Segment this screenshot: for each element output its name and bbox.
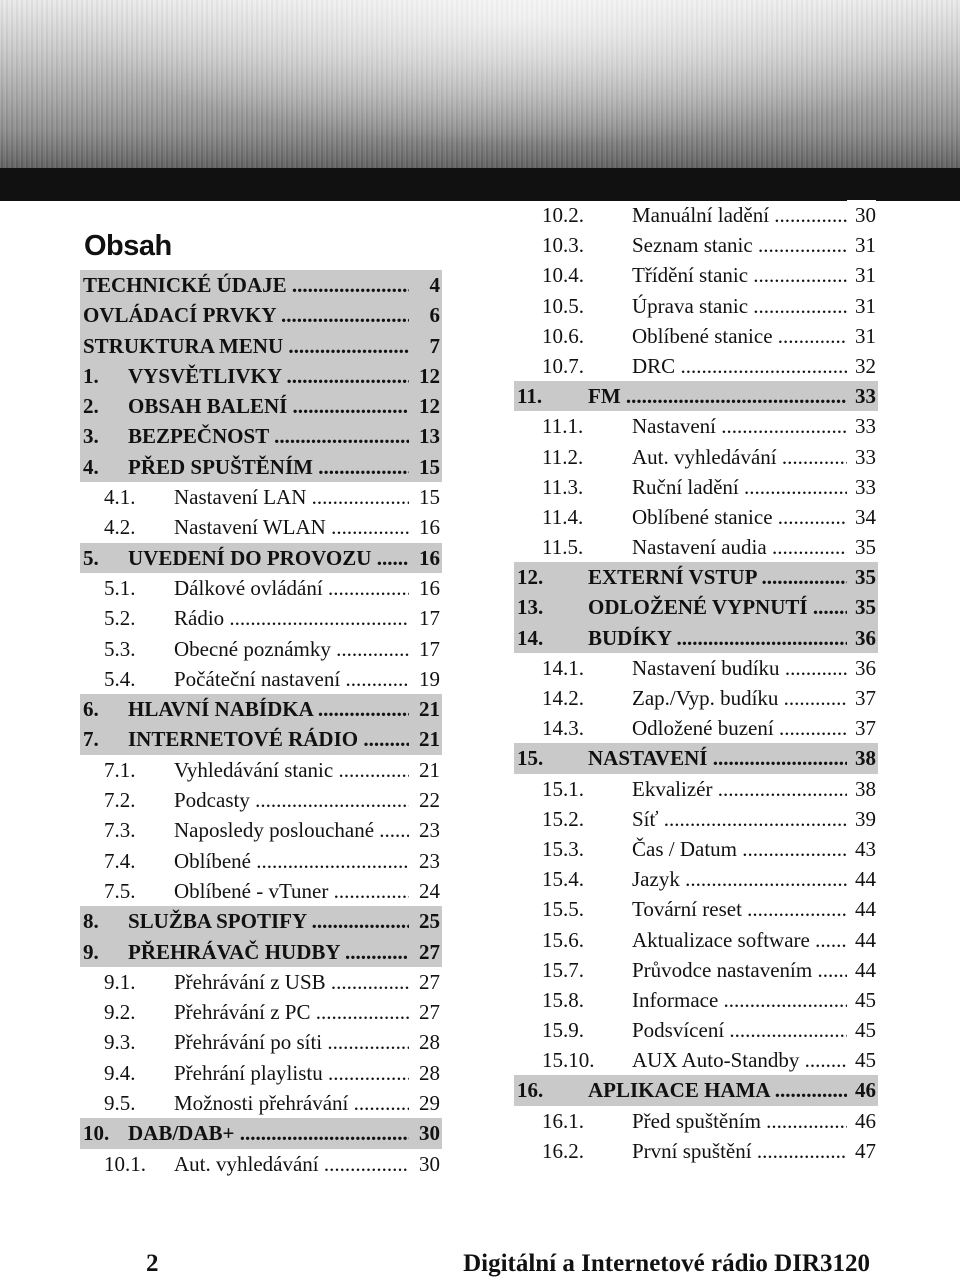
toc-entry-page: 34: [847, 502, 876, 532]
toc-entry: [80, 331, 442, 361]
toc-entry-page: 33: [847, 442, 876, 472]
toc-entry: [80, 543, 442, 573]
toc-entry-page: 44: [847, 955, 876, 985]
toc-entry-number: 10.: [83, 1121, 110, 1146]
toc-entry-number: 7.4.: [104, 848, 136, 873]
toc-entry-number: 16.2.: [542, 1138, 584, 1163]
toc-entry-label: Tovární reset .....: [632, 894, 848, 924]
toc-entry: [514, 260, 878, 290]
toc-entry-page: 28: [409, 1058, 440, 1088]
toc-entry-page: 27: [409, 967, 440, 997]
toc-entry-label: UVEDENÍ DO PROVOZU .....: [128, 543, 410, 573]
toc-entry-page: 31: [847, 291, 876, 321]
toc-entry-number: 14.: [517, 625, 544, 650]
header-banner: [0, 0, 960, 168]
toc-entry-page: 37: [847, 683, 876, 713]
toc-entry: [514, 411, 878, 441]
toc-entry-page: 31: [847, 260, 876, 290]
toc-entry-number: 16.: [517, 1078, 544, 1103]
toc-entry: [80, 724, 442, 754]
toc-entry-page: 44: [847, 925, 876, 955]
toc-entry: [514, 864, 878, 894]
toc-entry-label: Ruční ladění .....: [632, 472, 848, 502]
toc-entry-page: 30: [409, 1118, 440, 1148]
toc-entry-number: 10.4.: [542, 263, 584, 288]
toc-entry-page: 31: [847, 321, 876, 351]
toc-entry-number: 6.: [83, 697, 99, 722]
toc-entry-page: 17: [409, 603, 440, 633]
toc-entry: [514, 321, 878, 351]
toc-entry-label: Čas / Datum .....: [632, 834, 848, 864]
toc-entry-label: První spuštění .....: [632, 1136, 848, 1166]
toc-entry-page: 25: [409, 906, 440, 936]
toc-entry-label: Přehrání playlistu .....: [174, 1058, 410, 1088]
toc-entry: [514, 653, 878, 683]
toc-entry-number: 7.5.: [104, 878, 136, 903]
toc-entry-label: EXTERNÍ VSTUP .....: [588, 562, 848, 592]
toc-entry-page: 12: [409, 391, 440, 421]
toc-entry-number: 11.4.: [542, 504, 584, 529]
toc-entry: [514, 774, 878, 804]
toc-entry-number: 15.4.: [542, 867, 584, 892]
toc-entry-number: 15.6.: [542, 927, 584, 952]
toc-entry: [514, 532, 878, 562]
toc-entry: [80, 755, 442, 785]
toc-entry-page: 23: [409, 815, 440, 845]
toc-entry: [80, 1027, 442, 1057]
toc-entry-label: Informace .....: [632, 985, 848, 1015]
toc-entry-label: Aut. vyhledávání .....: [174, 1149, 410, 1179]
toc-entry-number: 9.1.: [104, 969, 136, 994]
toc-entry-label: VYSVĚTLIVKY .....: [128, 361, 410, 391]
toc-entry: [514, 1075, 878, 1105]
toc-entry-page: 23: [409, 846, 440, 876]
toc-entry-page: 7: [409, 331, 440, 361]
toc-entry: [80, 1088, 442, 1118]
toc-entry-page: 39: [847, 804, 876, 834]
toc-entry: [80, 1149, 442, 1179]
toc-entry-number: 7.2.: [104, 788, 136, 813]
toc-entry: [80, 603, 442, 633]
toc-entry-page: 33: [847, 411, 876, 441]
toc-entry-label: Třídění stanic .....: [632, 260, 848, 290]
toc-entry-page: 28: [409, 1027, 440, 1057]
toc-entry-page: 24: [409, 876, 440, 906]
toc-entry: [514, 200, 878, 230]
toc-entry: [80, 694, 442, 724]
toc-entry-page: 6: [409, 300, 440, 330]
toc-left-column: [80, 270, 442, 1179]
toc-entry-number: 9.3.: [104, 1030, 136, 1055]
toc-entry-label: BEZPEČNOST .....: [128, 421, 410, 451]
toc-entry: [514, 592, 878, 622]
toc-entry-label: STRUKTURA MENU .....: [83, 331, 410, 361]
toc-entry-number: 14.3.: [542, 716, 584, 741]
toc-entry: [514, 683, 878, 713]
toc-entry-label: Seznam stanic .....: [632, 230, 848, 260]
toc-entry: [514, 1045, 878, 1075]
toc-entry-number: 11.1.: [542, 414, 584, 439]
toc-entry-label: Nastavení audia .....: [632, 532, 848, 562]
toc-entry-page: 21: [409, 755, 440, 785]
toc-entry: [80, 1118, 442, 1148]
toc-entry-label: Podsvícení .....: [632, 1015, 848, 1045]
toc-entry-number: 14.2.: [542, 686, 584, 710]
toc-entry-number: 13.: [517, 595, 544, 620]
toc-entry-label: Ekvalizér .....: [632, 774, 848, 804]
toc-entry-page: 27: [409, 997, 440, 1027]
toc-entry-page: 21: [409, 694, 440, 724]
toc-entry-label: FM .....: [588, 381, 848, 411]
toc-entry-number: 15.10.: [542, 1048, 595, 1073]
toc-entry: [514, 623, 878, 653]
toc-entry-page: 16: [409, 512, 440, 542]
toc-entry: [514, 1136, 878, 1166]
toc-entry-label: OBSAH BALENÍ .....: [128, 391, 410, 421]
toc-entry-label: Oblíbené stanice .....: [632, 321, 848, 351]
toc-entry-label: DAB/DAB+ .....: [128, 1118, 410, 1148]
toc-entry-label: Zap./Vyp. budíku .....: [632, 683, 848, 713]
toc-entry-page: 45: [847, 985, 876, 1015]
toc-entry-page: 30: [409, 1149, 440, 1179]
toc-entry-label: Přehrávání po síti .....: [174, 1027, 410, 1057]
toc-entry: [514, 502, 878, 532]
toc-entry-number: 10.7.: [542, 353, 584, 378]
toc-entry-label: Nastavení WLAN .....: [174, 512, 410, 542]
toc-entry-number: 9.2.: [104, 1000, 136, 1025]
toc-entry-page: 27: [409, 937, 440, 967]
toc-entry-label: NASTAVENÍ .....: [588, 743, 848, 773]
toc-entry-number: 11.2.: [542, 444, 584, 469]
toc-entry: [80, 1058, 442, 1088]
toc-entry-label: BUDÍKY .....: [588, 623, 848, 653]
toc-entry-page: 37: [847, 713, 876, 743]
toc-entry: [80, 452, 442, 482]
toc-entry-label: Odložené buzení .....: [632, 713, 848, 743]
toc-entry-page: 30: [847, 200, 876, 230]
toc-entry-page: 29: [409, 1088, 440, 1118]
toc-entry-page: 45: [847, 1015, 876, 1045]
toc-right-column: [514, 200, 878, 1166]
toc-entry-number: 5.4.: [104, 666, 136, 691]
toc-entry-number: 8.: [83, 909, 99, 934]
page-title: Obsah: [84, 230, 172, 262]
toc-entry: [514, 713, 878, 743]
toc-entry-label: Přehrávání z USB .....: [174, 967, 410, 997]
toc-entry-label: Aktualizace software .....: [632, 925, 848, 955]
toc-entry: [514, 562, 878, 592]
toc-entry-page: 19: [409, 664, 440, 694]
toc-entry-page: 46: [847, 1106, 876, 1136]
toc-entry-number: 7.1.: [104, 757, 136, 782]
toc-entry-number: 11.: [517, 384, 543, 409]
toc-entry-page: 36: [847, 623, 876, 653]
toc-entry-label: Oblíbené stanice .....: [632, 502, 848, 532]
toc-entry-label: Před spuštěním .....: [632, 1106, 848, 1136]
toc-entry: [514, 291, 878, 321]
header-black-bar: [0, 168, 960, 201]
toc-entry-number: 10.6.: [542, 323, 584, 348]
toc-entry-number: 15.5.: [542, 897, 584, 922]
toc-entry-label: Síť .....: [632, 804, 848, 834]
toc-entry-page: 35: [847, 562, 876, 592]
toc-entry-page: 38: [847, 743, 876, 773]
toc-entry-number: 1.: [83, 363, 99, 388]
toc-entry-number: 11.3.: [542, 474, 584, 499]
toc-entry-number: 7.3.: [104, 818, 136, 843]
toc-entry: [80, 361, 442, 391]
toc-entry: [80, 391, 442, 421]
toc-entry-page: 4: [409, 270, 440, 300]
toc-entry-label: Nastavení LAN .....: [174, 482, 410, 512]
toc-entry-label: Dálkové ovládání .....: [174, 573, 410, 603]
toc-entry-label: Rádio .....: [174, 603, 410, 633]
toc-entry-page: 12: [409, 361, 440, 391]
toc-entry-page: 44: [847, 864, 876, 894]
toc-entry: [514, 804, 878, 834]
toc-entry-number: 2.: [83, 394, 99, 419]
toc-entry-number: 15.7.: [542, 957, 584, 982]
toc-entry-label: Nastavení .....: [632, 411, 848, 441]
toc-entry: [80, 876, 442, 906]
toc-entry: [514, 381, 878, 411]
toc-entry-page: 36: [847, 653, 876, 683]
toc-entry-label: Naposledy poslouchané .....: [174, 815, 410, 845]
toc-entry-label: Přehrávání z PC .....: [174, 997, 410, 1027]
toc-entry-number: 15.2.: [542, 806, 584, 831]
toc-entry-page: 38: [847, 774, 876, 804]
toc-entry-label: Oblíbené .....: [174, 846, 410, 876]
toc-entry: [80, 906, 442, 936]
toc-entry-number: 10.2.: [542, 203, 584, 227]
toc-entry-label: AUX Auto-Standby .....: [632, 1045, 848, 1075]
toc-entry: [80, 512, 442, 542]
toc-entry-page: 43: [847, 834, 876, 864]
toc-entry: [80, 967, 442, 997]
footer-page-number: 2: [146, 1250, 159, 1277]
toc-entry-label: Průvodce nastavením .....: [632, 955, 848, 985]
toc-entry-page: 35: [847, 592, 876, 622]
toc-entry: [80, 270, 442, 300]
toc-entry: [514, 894, 878, 924]
toc-entry-label: TECHNICKÉ ÚDAJE .....: [83, 270, 410, 300]
toc-entry-page: 35: [847, 532, 876, 562]
toc-entry-label: Jazyk .....: [632, 864, 848, 894]
toc-entry-label: Aut. vyhledávání .....: [632, 442, 848, 472]
toc-entry-number: 12.: [517, 565, 544, 590]
toc-entry: [80, 846, 442, 876]
toc-entry-number: 15.1.: [542, 776, 584, 801]
toc-entry: [80, 300, 442, 330]
toc-entry: [514, 230, 878, 260]
toc-entry-number: 15.3.: [542, 836, 584, 861]
toc-entry-number: 5.2.: [104, 606, 136, 631]
toc-entry-page: 46: [847, 1075, 876, 1105]
toc-entry-page: 31: [847, 230, 876, 260]
toc-entry-number: 5.: [83, 545, 99, 570]
toc-entry-label: SLUŽBA SPOTIFY .....: [128, 906, 410, 936]
toc-entry-page: 15: [409, 452, 440, 482]
toc-entry-page: 22: [409, 785, 440, 815]
toc-entry-page: 32: [847, 351, 876, 381]
toc-entry-label: Oblíbené - vTuner .....: [174, 876, 410, 906]
toc-entry-number: 14.1.: [542, 655, 584, 680]
toc-entry-number: 16.1.: [542, 1108, 584, 1133]
toc-entry: [80, 815, 442, 845]
toc-entry-page: 33: [847, 472, 876, 502]
toc-entry-number: 15.8.: [542, 987, 584, 1012]
toc-entry: [80, 634, 442, 664]
toc-entry-label: PŘED SPUŠTĚNÍM .....: [128, 452, 410, 482]
toc-entry-label: DRC .....: [632, 351, 848, 381]
toc-entry-number: 7.: [83, 727, 99, 752]
toc-entry-label: APLIKACE HAMA .....: [588, 1075, 848, 1105]
toc-entry: [514, 955, 878, 985]
toc-entry-label: Manuální ladění .....: [632, 200, 848, 230]
toc-entry-label: INTERNETOVÉ RÁDIO .....: [128, 724, 410, 754]
toc-entry-number: 10.1.: [104, 1151, 146, 1176]
toc-entry-page: 17: [409, 634, 440, 664]
toc-entry: [514, 442, 878, 472]
toc-entry-number: 4.2.: [104, 515, 136, 540]
toc-entry-label: Úprava stanic .....: [632, 291, 848, 321]
toc-entry-number: 10.3.: [542, 233, 584, 258]
toc-entry: [80, 421, 442, 451]
toc-entry: [514, 472, 878, 502]
toc-entry: [514, 1015, 878, 1045]
toc-entry-label: OVLÁDACÍ PRVKY .....: [83, 300, 410, 330]
toc-entry: [80, 482, 442, 512]
toc-entry-number: 5.1.: [104, 575, 136, 600]
toc-entry: [80, 664, 442, 694]
toc-entry-label: Obecné poznámky .....: [174, 634, 410, 664]
toc-entry-page: 16: [409, 573, 440, 603]
toc-entry: [80, 937, 442, 967]
footer-document-title: Digitální a Internetové rádio DIR3120: [463, 1250, 870, 1277]
toc-entry-number: 4.1.: [104, 485, 136, 510]
toc-entry-label: Vyhledávání stanic .....: [174, 755, 410, 785]
toc-entry-label: Nastavení budíku .....: [632, 653, 848, 683]
toc-entry-page: 33: [847, 381, 876, 411]
toc-entry-number: 9.5.: [104, 1091, 136, 1116]
toc-entry: [514, 351, 878, 381]
toc-entry-number: 10.5.: [542, 293, 584, 318]
toc-entry: [514, 985, 878, 1015]
toc-entry: [514, 743, 878, 773]
toc-entry: [514, 1106, 878, 1136]
toc-entry-label: Počáteční nastavení .....: [174, 664, 410, 694]
toc-entry-number: 15.9.: [542, 1018, 584, 1043]
toc-entry-page: 21: [409, 724, 440, 754]
toc-entry: [514, 925, 878, 955]
toc-entry-page: 16: [409, 543, 440, 573]
toc-entry: [80, 997, 442, 1027]
toc-entry: [80, 785, 442, 815]
toc-entry-number: 5.3.: [104, 636, 136, 661]
toc-entry-number: 11.5.: [542, 535, 584, 560]
toc-entry-number: 9.: [83, 939, 99, 964]
toc-entry-label: PŘEHRÁVAČ HUDBY .....: [128, 937, 410, 967]
toc-entry-number: 4.: [83, 454, 99, 479]
toc-entry: [514, 834, 878, 864]
toc-entry-page: 47: [847, 1136, 876, 1166]
toc-entry-number: 9.4.: [104, 1060, 136, 1085]
toc-entry-page: 15: [409, 482, 440, 512]
toc-entry: [80, 573, 442, 603]
toc-entry-label: Možnosti přehrávání .....: [174, 1088, 410, 1118]
toc-entry-label: ODLOŽENÉ VYPNUTÍ .....: [588, 592, 848, 622]
toc-entry-number: 15.: [517, 746, 544, 771]
toc-entry-page: 45: [847, 1045, 876, 1075]
toc-entry-page: 13: [409, 421, 440, 451]
toc-entry-number: 3.: [83, 424, 99, 449]
toc-entry-page: 44: [847, 894, 876, 924]
toc-entry-label: Podcasty .....: [174, 785, 410, 815]
toc-entry-label: HLAVNÍ NABÍDKA .....: [128, 694, 410, 724]
